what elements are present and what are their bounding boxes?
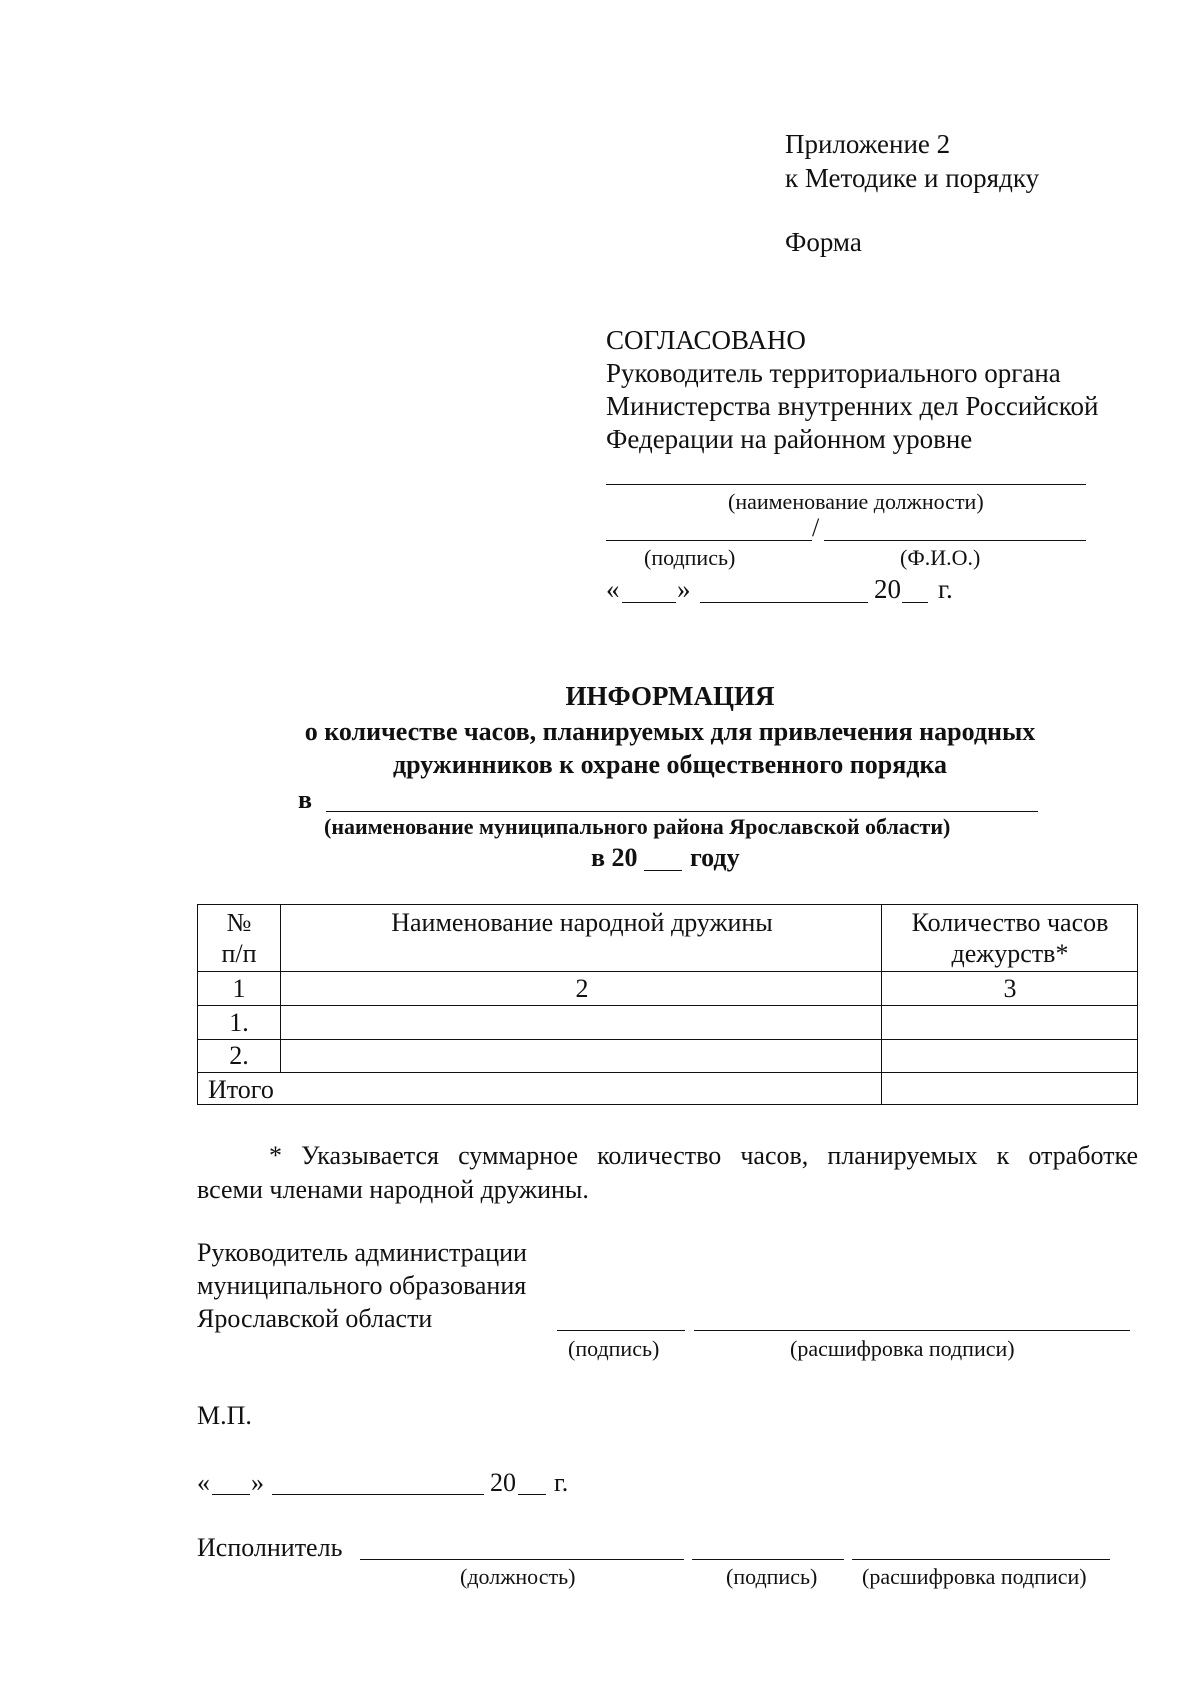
approval-signature-field[interactable] [606, 540, 812, 541]
column-number-3: 3 [1003, 974, 1017, 1003]
date-year-suffix: г. [554, 1468, 569, 1497]
approval-date-close: » [677, 574, 691, 604]
signatory-line-2: муниципального образования [197, 1271, 527, 1300]
form-label: Форма [785, 227, 862, 257]
date-close: » [251, 1468, 264, 1497]
title-line-1: о количестве часов, планируемых для привлечения народных [304, 717, 1036, 746]
district-prefix: в [298, 785, 313, 814]
hours-table [197, 904, 1138, 1105]
table-divider-h1 [198, 971, 1137, 972]
approval-year-field[interactable] [902, 602, 928, 603]
approval-day-field[interactable] [622, 602, 676, 603]
year-prefix: в 20 [591, 843, 638, 872]
table-divider-h2 [198, 1005, 1137, 1006]
executor-decode-caption: (расшифровка подписи) [862, 1564, 1087, 1589]
total-label: Итого [208, 1075, 274, 1104]
table-divider-v1 [280, 905, 281, 1072]
header-name: Наименование народной дружины [391, 908, 773, 937]
table-divider-h4 [198, 1072, 1137, 1073]
footnote-line-2: всеми членами народной дружины. [197, 1175, 589, 1204]
executor-position-field[interactable] [360, 1559, 684, 1560]
district-caption: (наименование муниципального района Ярославской области) [324, 814, 951, 839]
header-num: № п/п [221, 908, 257, 968]
signatory-line-1: Руководитель администрации [197, 1238, 527, 1267]
month-field[interactable] [272, 1494, 484, 1495]
executor-label: Исполнитель [197, 1533, 343, 1562]
approval-line-1: Руководитель территориального органа [606, 358, 1061, 388]
appendix-reference: к Методике и порядку [785, 163, 1040, 193]
approval-signature-caption: (подпись) [644, 545, 736, 570]
approval-name-field[interactable] [824, 540, 1086, 541]
title-line-2: дружинников к охране общественного порядка [392, 750, 948, 779]
approval-line-3: Федерации на районном уровне [606, 424, 973, 454]
approval-year-suffix: г. [938, 574, 953, 604]
executor-signature-caption: (подпись) [726, 1564, 818, 1589]
year-field[interactable] [644, 870, 682, 871]
footnote-line-1: * Указывается суммарное количество часов, планируемых к отработке [269, 1141, 1138, 1170]
row-2-name-cell[interactable] [282, 1040, 882, 1072]
year-suffix: году [690, 843, 740, 872]
stamp-placeholder: М.П. [197, 1401, 252, 1430]
district-field[interactable] [326, 811, 1038, 812]
position-field[interactable] [606, 484, 1086, 485]
date-year-prefix: 20 [490, 1468, 516, 1497]
executor-position-caption: (должность) [460, 1564, 576, 1589]
date-open: « [197, 1468, 210, 1497]
position-caption: (наименование должности) [728, 489, 984, 514]
approval-name-caption: (Ф.И.О.) [900, 545, 981, 570]
column-number-1: 1 [232, 974, 246, 1003]
row-1-num: 1. [229, 1008, 249, 1037]
executor-decode-field[interactable] [852, 1559, 1110, 1560]
row-1-name-cell[interactable] [282, 1007, 882, 1039]
approval-date-open: « [606, 574, 620, 604]
slash-separator: / [812, 513, 820, 542]
executor-signature-field[interactable] [692, 1559, 844, 1560]
approval-line-2: Министерства внутренних дел Российской [606, 391, 1099, 421]
approval-heading: СОГЛАСОВАНО [606, 325, 806, 355]
column-number-2: 2 [575, 974, 589, 1003]
signatory-decode-caption: (расшифровка подписи) [790, 1336, 1015, 1361]
row-1-hours-cell[interactable] [884, 1007, 1136, 1039]
signatory-signature-caption: (подпись) [568, 1336, 660, 1361]
document-title: ИНФОРМАЦИЯ [565, 681, 775, 711]
signatory-line-3: Ярославской области [197, 1304, 433, 1333]
date-year-field[interactable] [518, 1494, 546, 1495]
appendix-title: Приложение 2 [785, 129, 951, 159]
day-field[interactable] [212, 1494, 250, 1495]
row-2-num: 2. [229, 1041, 249, 1070]
signatory-signature-field[interactable] [557, 1330, 685, 1331]
approval-year-prefix: 20 [874, 574, 901, 604]
header-hours: Количество часов дежурств* [911, 908, 1109, 968]
approval-month-field[interactable] [700, 602, 868, 603]
row-2-hours-cell[interactable] [884, 1040, 1136, 1072]
signatory-decode-field[interactable] [694, 1330, 1130, 1331]
total-hours-cell[interactable] [884, 1074, 1136, 1104]
